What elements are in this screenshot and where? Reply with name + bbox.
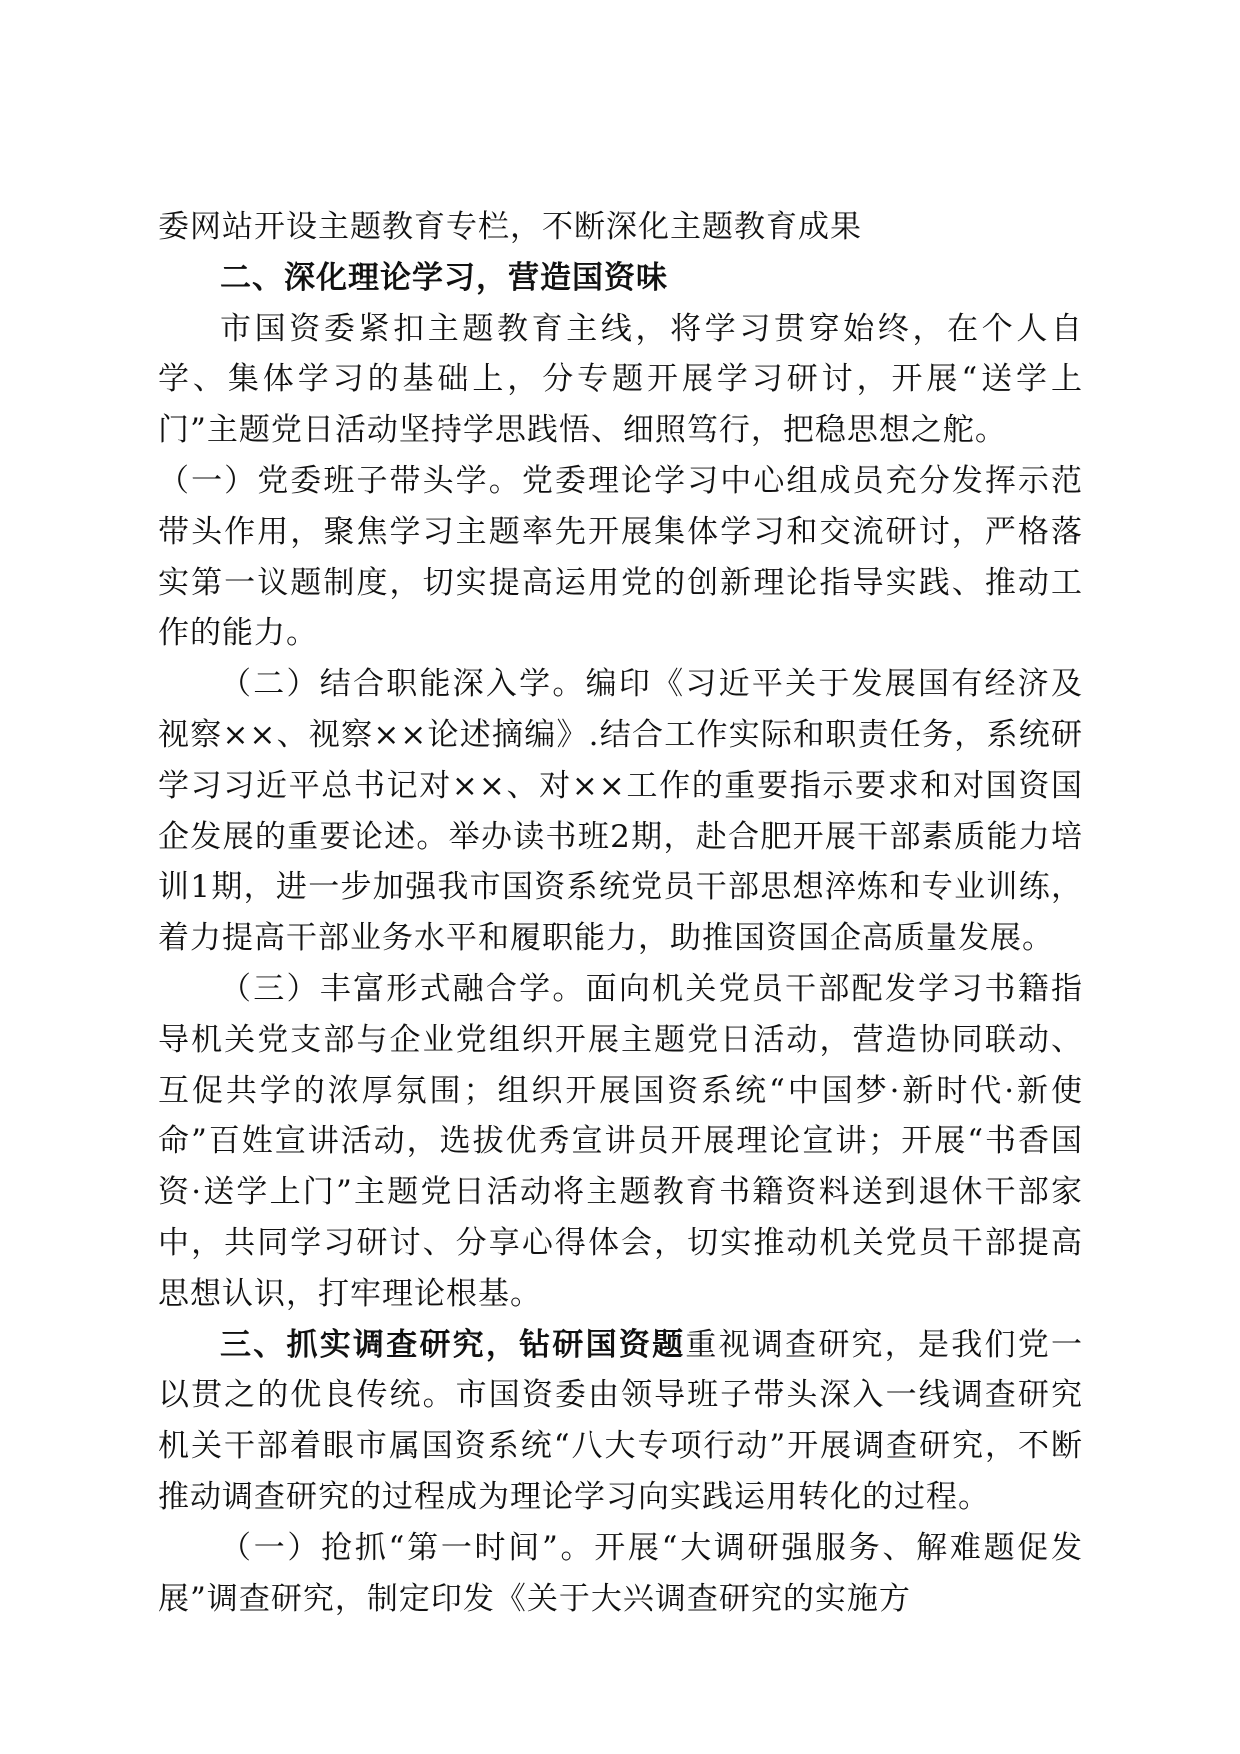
paragraph-intro-3: 重视调查研究，是我们党一以贯之的优良传统。市国资委由领导班子带头深入一线调查研究机关干部着眼市属国资系统“八大专项行动”开展调查研究，不断推动调查研究的过程成为理论学习向实践运用转化的过程。 xyxy=(158,1326,1083,1515)
paragraph-2-3: （三）丰富形式融合学。面向机关党员干部配发学习书籍指导机关党支部与企业党组织开展主题党日活动，营造协同联动、互促共学的浓厚氛围；组织开展国资系统“中国梦·新时代·新使命”百姓宣讲活动，选拔优秀宣讲员开展理论宣讲；开展“书香国资·送学上门”主题党日活动将主题教育书籍资料送到退休干部家中，共同学习研讨、分享心得体会，切实推动机关党员干部提高思想认识，打牢理论根基。 xyxy=(158,970,1083,1312)
paragraph-2-2: （二）结合职能深入学。编印《习近平关于发展国有经济及视察××、视察××论述摘编》.结合工作实际和职责任务，系统研学习习近平总书记对××、对××工作的重要指示要求和对国资国企发展的重要论述。举办读书班2期，赴合肥开展干部素质能力培训1期，进一步加强我市国资系统党员干部思想淬炼和专业训练，着力提高干部业务水平和履职能力，助推国资国企高质量发展。 xyxy=(158,666,1083,957)
section-heading-3: 三、抓实调查研究，钻研国资题 xyxy=(220,1326,686,1363)
paragraph-2-1: （一）党委班子带头学。党委理论学习中心组成员充分发挥示范带头作用，聚焦学习主题率先开展集体学习和交流研讨，严格落实第一议题制度，切实提高运用党的创新理论指导实践、推动工作的能力。 xyxy=(158,462,1083,652)
section-heading-2: 二、深化理论学习，营造国资味 xyxy=(220,259,668,296)
paragraph-3-1: （一）抢抓“第一时间”。开展“大调研强服务、解难题促发展”调查研究，制定印发《关于大兴调查研究的实施方 xyxy=(158,1529,1083,1617)
paragraph-continuation: 委网站开设主题教育专栏，不断深化主题教育成果 xyxy=(158,209,862,245)
paragraph-intro-2: 市国资委紧扣主题教育主线，将学习贯穿始终，在个人自学、集体学习的基础上，分专题开展学习研讨，开展“送学上门”主题党日活动坚持学思践悟、细照笃行，把稳思想之舵。 xyxy=(158,310,1083,449)
document-body xyxy=(158,202,1083,1624)
paragraph-section-3 xyxy=(158,1320,1083,1523)
